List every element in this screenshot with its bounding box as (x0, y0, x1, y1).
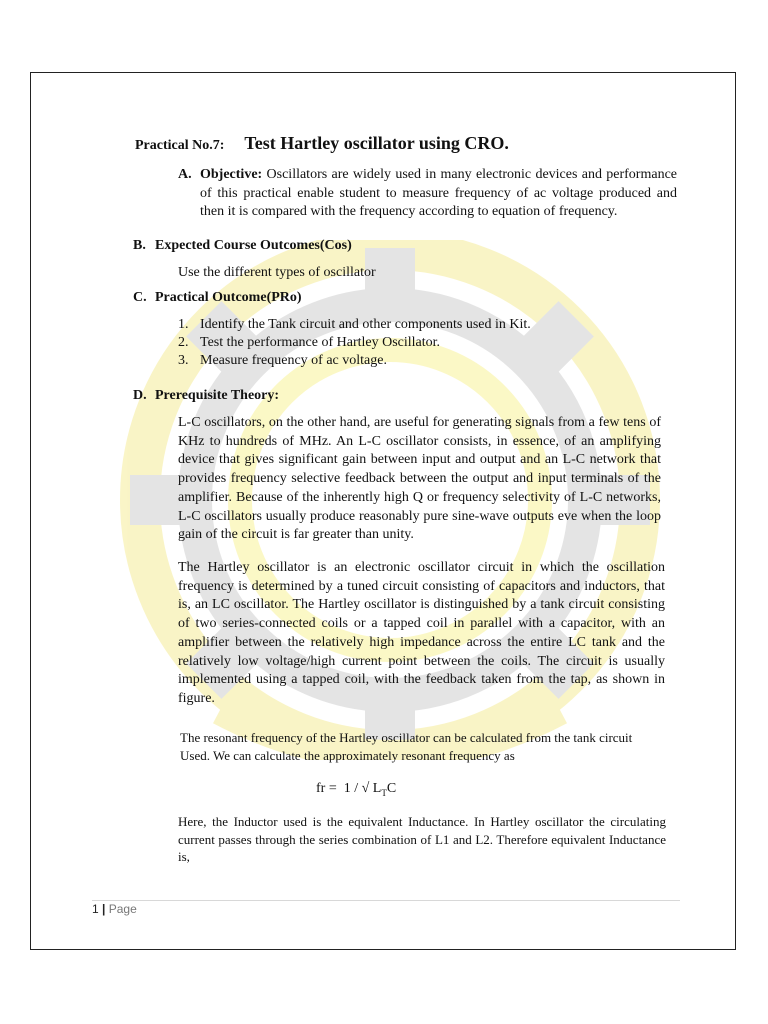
list-item: 1. Identify the Tank circuit and other components used in Kit. (178, 317, 531, 332)
page-number: 1 (92, 902, 99, 916)
footer-rule (92, 900, 680, 901)
theory-paragraph-4: Here, the Inductor used is the equivalent Inductance. In Hartley oscillator the circulating current passes through the series combination of L1 and L2. Therefore equivalent Inductance is, (178, 814, 666, 864)
pro-heading: C. Practical Outcome(PRo) (133, 290, 302, 305)
list-item: 3. Measure frequency of ac voltage. (178, 353, 387, 368)
cos-heading: B. Expected Course Outcomes(Cos) (133, 238, 352, 253)
list-item: 2. Test the performance of Hartley Oscillator. (178, 335, 441, 350)
resonant-frequency-formula: fr = 1 / √ $L_TC$ (316, 781, 397, 798)
page-footer (92, 902, 137, 916)
theory-paragraph-3: The resonant frequency of the Hartley oscillator can be calculated from the tank circuit Used. We can calculate the approximately resonant frequency as (180, 730, 633, 763)
theory-paragraph-2: The Hartley oscillator is an electronic oscillator circuit in which the oscillation frequency is determined by a tuned circuit consisting of capacitors and inductors, that is, an LC oscillator. The Hartley oscillator is distinguished by a tank circuit consisting of two series-connected coils or a tapped coil in parallel with a capacitor, with an amplifier between the relatively high impedance across the entire LC tank and the relatively low voltage/high current point between the coils. The circuit is usually implemented using a tapped coil, with the feedback taken from the tap, as shown in figure. (178, 560, 665, 706)
pro-list (178, 316, 531, 370)
practical-number: Practical No.7: (135, 138, 225, 153)
practical-title: Test Hartley oscillator using CRO. (244, 133, 509, 153)
objective-text: Oscillators are widely used in many electronic devices and performance of this practical enable student to measure frequency of ac voltage produced and then it is compared with the frequency according to equation of frequency. (200, 167, 678, 220)
cos-text: Use the different types of oscillator (178, 265, 376, 280)
objective-paragraph (200, 166, 677, 222)
theory-paragraph-1: L-C oscillators, on the other hand, are useful for generating signals from a few tens of KHz to hundreds of MHz. An L-C oscillator consists, in essence, of an amplifying device that gives significant gain between input and output and an L-C network that provides frequency selective feedback between the output and input terminals of the amplifier. Because of the inherently high Q or frequency selectivity of L-C networks, L-C oscillators usually produce reasonably pure sine-wave outputs eve when the loop gain of the circuit is far greater than unity. (178, 415, 661, 543)
objective-heading: Objective: (200, 167, 263, 182)
footer-separator: | (102, 902, 106, 916)
objective-label: A. (178, 167, 192, 182)
page-title (135, 133, 509, 154)
page-word: Page (108, 902, 137, 916)
theory-heading: D. Prerequisite Theory: (133, 388, 280, 403)
